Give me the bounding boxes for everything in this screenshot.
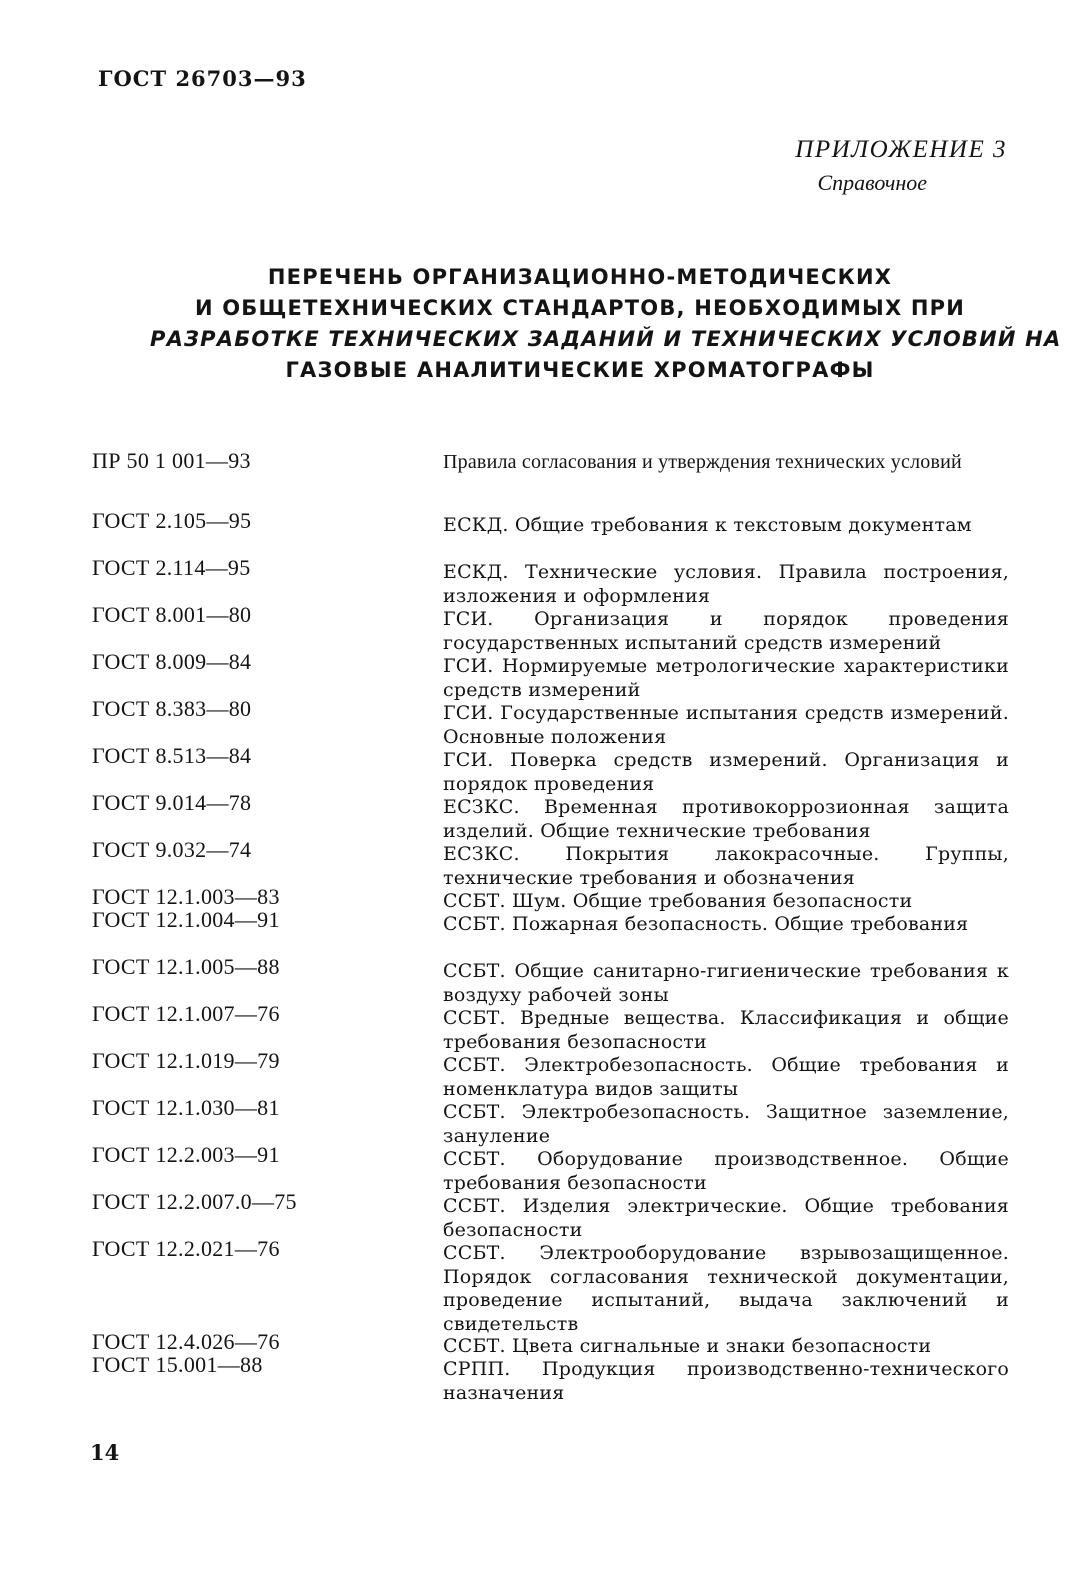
standard-description: ССБТ. Изделия электрические. Общие требования безопасности (443, 1195, 1009, 1241)
appendix-label: ПРИЛОЖЕНИЕ 3 (795, 136, 1007, 163)
title-line: ПЕРЕЧЕНЬ ОРГАНИЗАЦИОННО-МЕТОДИЧЕСКИХ (267, 265, 893, 289)
standard-description: ССБТ. Шум. Общие требования безопасности (443, 890, 913, 912)
standard-description: ССБТ. Пожарная безопасность. Общие требования (443, 913, 969, 935)
standard-code: ГОСТ 2.114—95 (92, 555, 251, 580)
standard-description: ГСИ. Поверка средств измерений. Организация и порядок проведения (443, 749, 1009, 795)
standard-code: ПР 50 1 001—93 (92, 448, 251, 473)
standard-description: ЕСЗКС. Временная противокоррозионная защита изделий. Общие технические требования (443, 796, 1009, 842)
document-code: ГОСТ 26703—93 (98, 66, 307, 91)
standard-code: ГОСТ 12.1.007—76 (92, 1001, 280, 1026)
standard-description: ССБТ. Общие санитарно-гигиенические требования к воздуху рабочей зоны (443, 960, 1009, 1006)
standard-description: ССБТ. Электробезопасность. Защитное заземление, зануление (443, 1101, 1009, 1147)
standard-description: ГСИ. Нормируемые метрологические характеристики средств измерений (443, 655, 1009, 701)
standard-description: ССБТ. Вредные вещества. Классификация и общие требования безопасности (443, 1007, 1009, 1053)
standard-description: ГСИ. Государственные испытания средств измерений. Основные положения (443, 702, 1009, 748)
standard-code: ГОСТ 8.513—84 (92, 743, 252, 768)
standard-code: ГОСТ 12.4.026—76 (92, 1329, 280, 1354)
standard-code: ГОСТ 12.2.003—91 (92, 1142, 280, 1167)
standard-code: ГОСТ 9.014—78 (92, 790, 252, 815)
title-line: ГАЗОВЫЕ АНАЛИТИЧЕСКИЕ ХРОМАТОГРАФЫ (285, 358, 875, 382)
standard-code: ГОСТ 12.1.005—88 (92, 954, 280, 979)
standard-code: ГОСТ 15.001—88 (92, 1352, 263, 1377)
standard-description: ЕСКД. Общие требования к текстовым документам (443, 514, 972, 536)
standard-code: ГОСТ 8.001—80 (92, 602, 252, 627)
appendix-type: Справочное (817, 170, 927, 195)
standard-code: ГОСТ 12.2.007.0—75 (92, 1189, 297, 1214)
standard-description: ЕСЗКС. Покрытия лакокрасочные. Группы, технические требования и обозначения (443, 843, 1009, 889)
standard-code: ГОСТ 12.1.019—79 (92, 1048, 280, 1073)
standard-code: ГОСТ 8.383—80 (92, 696, 252, 721)
standard-code: ГОСТ 2.105—95 (92, 508, 252, 533)
standard-description: СРПП. Продукция производственно-технического назначения (443, 1358, 1009, 1404)
standard-code: ГОСТ 12.1.030—81 (92, 1095, 280, 1120)
title-line: И ОБЩЕТЕХНИЧЕСКИХ СТАНДАРТОВ, НЕОБХОДИМЫХ ПРИ (194, 296, 966, 320)
standard-description: ССБТ. Цвета сигнальные и знаки безопасности (443, 1335, 932, 1357)
standard-description: ССБТ. Оборудование производственное. Общие требования безопасности (443, 1148, 1009, 1194)
title-line: РАЗРАБОТКЕ ТЕХНИЧЕСКИХ ЗАДАНИЙ И ТЕХНИЧЕСКИХ УСЛОВИЙ НА (150, 327, 1062, 351)
standard-code: ГОСТ 8.009—84 (92, 649, 252, 674)
standard-code: ГОСТ 12.1.004—91 (92, 907, 280, 932)
standard-description: ССБТ. Электрооборудование взрывозащищенное. Порядок согласования технической документации, проведение испытаний, выдача заключений и свидетельств (443, 1242, 1009, 1335)
standard-code: ГОСТ 9.032—74 (92, 837, 252, 862)
standard-code: ГОСТ 12.1.003—83 (92, 884, 280, 909)
page-number: 14 (90, 1440, 120, 1465)
standard-description: Правила согласования и утверждения технических условий (443, 451, 962, 473)
standard-code: ГОСТ 12.2.021—76 (92, 1236, 280, 1261)
standard-description: ССБТ. Электробезопасность. Общие требования и номенклатура видов защиты (443, 1054, 1009, 1100)
standard-description: ЕСКД. Технические условия. Правила построения, изложения и оформления (443, 561, 1009, 607)
standard-description: ГСИ. Организация и порядок проведения государственных испытаний средств измерений (443, 608, 1009, 654)
